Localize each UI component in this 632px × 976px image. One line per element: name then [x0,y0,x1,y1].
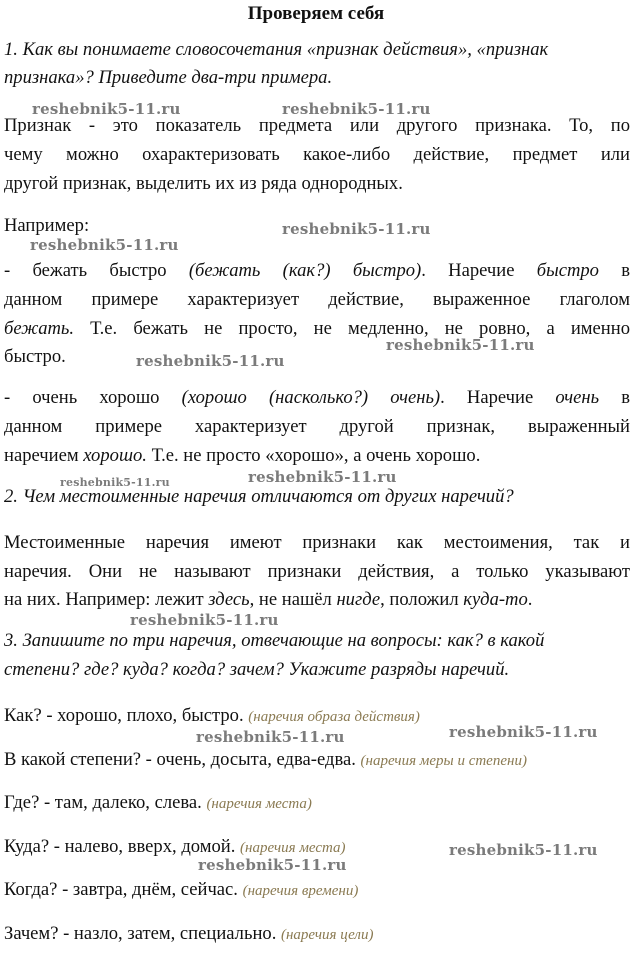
answer-3-item [4,920,630,949]
watermark: reshebnik5-11.ru [282,100,431,118]
example-label: Например: [4,215,90,236]
answer-3-note: (наречия места) [206,796,312,812]
example-2-line-3 [4,442,630,470]
answer-3-text: Как? - хорошо, плохо, быстро. [4,705,249,726]
example-1-verb: бежать. [4,318,75,339]
answer-2-text-3: , положил [380,589,464,610]
example-2-parse: (хорошо (насколько?) очень) [181,387,441,408]
example-2-line-1 [4,384,630,412]
watermark: reshebnik5-11.ru [136,352,285,370]
example-1-line-2: данном примере характеризует действие, выраженное глаголом [4,289,630,310]
answer-2-line-3 [4,586,630,614]
answer-3-note: (наречия места) [240,840,346,856]
example-2-text: - очень хорошо [4,387,182,408]
answer-1-line-2: чему можно охарактеризовать какое-либо действие, предмет или [4,144,630,165]
question-3-line-2: степени? где? куда? когда? зачем? Укажите разряды наречий. [4,659,510,680]
answer-2-text-2: , не нашёл [249,589,337,610]
answer-1-line-1: Признак - это показатель предмета или другого признака. То, по [4,115,630,136]
example-1-text-4: Т.е. бежать не просто, не медленно, не ровно, а именно [74,318,630,339]
answer-2-line-2: наречия. Они не называют признаки действия, а только указывают [4,561,630,582]
answer-2-text-4: . [527,589,533,610]
answer-3-text: Куда? - налево, вверх, домой. [4,836,241,857]
watermark: reshebnik5-11.ru [30,236,179,254]
example-2-adverb: очень [555,387,600,408]
example-1-text-3: в [598,260,631,281]
example-2-line-2: данном примере характеризует другой признак, выраженный [4,416,630,437]
example-2-text-4: наречием [4,445,84,466]
example-1-text: - бежать быстро [4,260,189,281]
example-1-line-3 [4,315,630,343]
example-2-text-5: Т.е. не просто «хорошо», а очень хорошо. [146,445,481,466]
watermark: reshebnik5-11.ru [449,723,598,741]
answer-3-item [4,876,630,905]
page-title: Проверяем себя [247,3,385,24]
watermark: reshebnik5-11.ru [60,476,170,489]
answer-3-text: Когда? - завтра, днём, сейчас. [4,879,243,900]
answer-1-line-3: другой признак, выделить их из ряда однородных. [4,173,403,194]
answer-2-line-1: Местоименные наречия имеют признаки как местоимения, так и [4,532,630,553]
example-2-word: хорошо. [83,445,147,466]
answer-3-text: В какой степени? - очень, досыта, едва-едва. [4,749,361,770]
example-1-parse: (бежать (как?) быстро) [188,260,422,281]
example-1-text-2: . Наречие [421,260,537,281]
question-2: 2. Чем местоименные наречия отличаются от других наречий? [4,486,514,507]
example-1-line-4: быстро. [4,346,66,367]
answer-3-item [4,789,630,818]
question-3-line-1: 3. Запишите по три наречия, отвечающие на вопросы: как? в какой [4,630,545,651]
example-2-text-3: в [599,387,630,408]
answer-3-note: (наречия образа действия) [248,709,420,725]
example-2-text-2: . Наречие [440,387,556,408]
answer-3-text: Где? - там, далеко, слева. [4,792,207,813]
question-1-line-1: 1. Как вы понимаете словосочетания «признак действия», «признак [4,39,549,60]
watermark: reshebnik5-11.ru [198,856,347,874]
watermark: reshebnik5-11.ru [248,468,397,486]
watermark: reshebnik5-11.ru [130,611,279,629]
watermark: reshebnik5-11.ru [282,220,431,238]
example-1-line-1 [4,257,630,285]
watermark: reshebnik5-11.ru [32,100,181,118]
answer-2-text: на них. Например: лежит [4,589,209,610]
answer-3-item [4,746,630,775]
answer-3-note: (наречия меры и степени) [360,753,527,769]
answer-3-note: (наречия цели) [281,927,374,943]
watermark: reshebnik5-11.ru [386,336,535,354]
watermark: reshebnik5-11.ru [196,728,345,746]
answer-3-text: Зачем? - назло, затем, специально. [4,923,281,944]
question-1-line-2: признака»? Приведите два-три примера. [4,67,333,88]
answer-2-word-1: здесь [208,589,250,610]
answer-2-word-3: куда-то [463,589,528,610]
watermark: reshebnik5-11.ru [449,841,598,859]
answer-2-word-2: нигде [336,589,381,610]
example-1-adverb: быстро [536,260,599,281]
answer-3-note: (наречия времени) [242,883,359,899]
